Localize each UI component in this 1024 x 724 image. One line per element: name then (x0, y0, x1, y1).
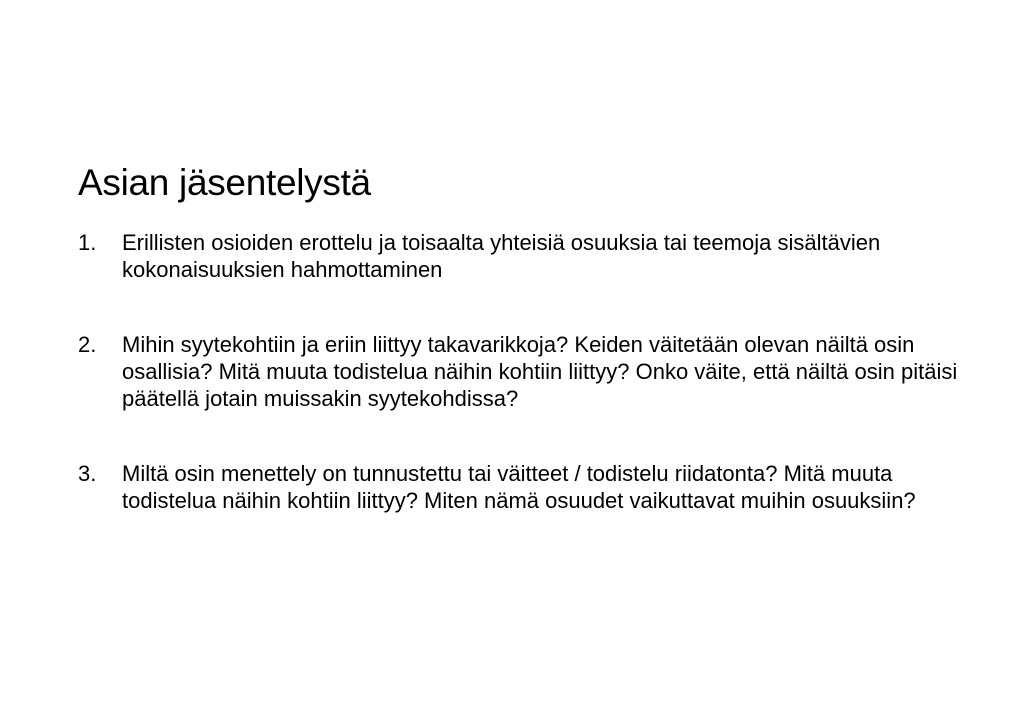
list-item-number: 3. (78, 461, 97, 486)
list-item-number: 2. (78, 332, 97, 357)
list-item-text: Mihin syytekohtiin ja eriin liittyy takavarikkoja? Keiden väitetään olevan näiltä osin osallisia? Mitä muuta todistelua näihin kohtiin liittyy? Onko väite, että näiltä osin pitäisi päätellä jotain muissakin syytekohdissa? (122, 332, 958, 411)
list-item-number: 1. (78, 230, 97, 255)
slide-title: Asian jäsentelystä (78, 161, 371, 203)
list-item-text: Erillisten osioiden erottelu ja toisaalta yhteisiä osuuksia tai teemoja sisältävien kokonaisuuksien hahmottaminen (122, 230, 881, 282)
numbered-list (78, 229, 958, 514)
list-item-text: Miltä osin menettely on tunnustettu tai väitteet / todistelu riidatonta? Mitä muuta todistelua näihin kohtiin liittyy? Miten nämä osuudet vaikuttavat muihin osuuksiin? (122, 461, 916, 513)
list-item (78, 331, 958, 412)
list-item (78, 229, 958, 283)
list-item (78, 460, 958, 514)
